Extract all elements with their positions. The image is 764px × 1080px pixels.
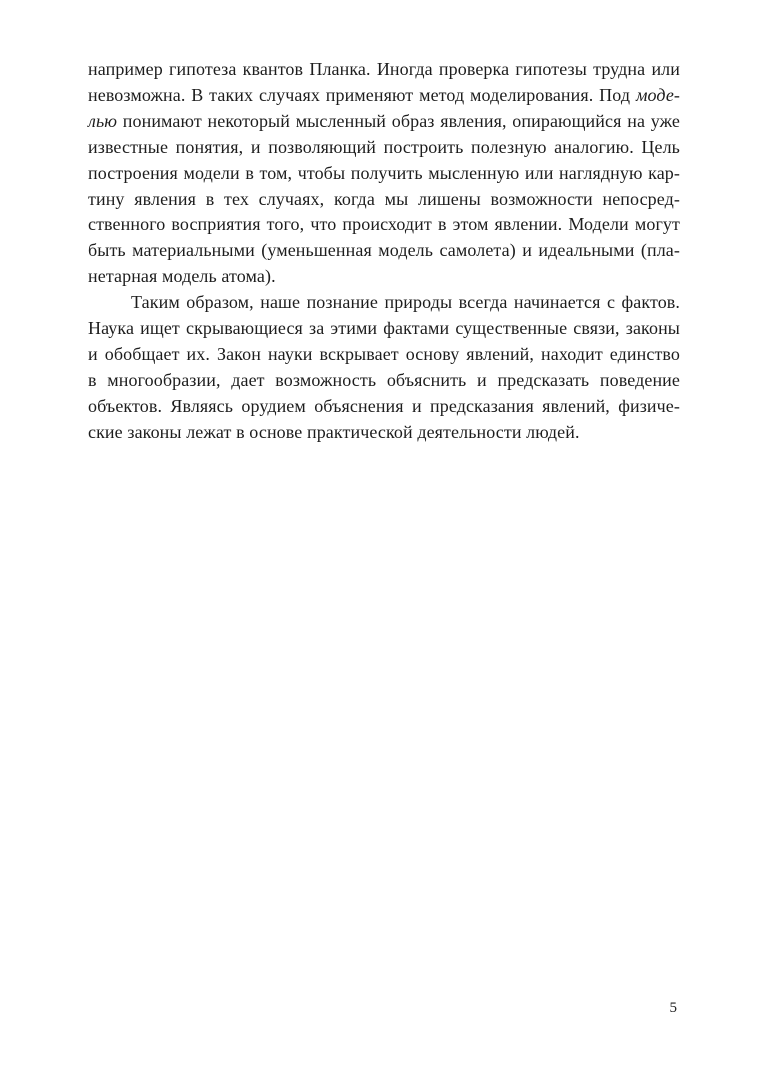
text-segment: объектов. Являясь орудием объяснения и предсказания явлений, физиче- — [88, 395, 680, 416]
text-line — [88, 83, 680, 109]
text-line — [88, 394, 680, 420]
text-line — [88, 342, 680, 368]
text-line — [88, 187, 680, 213]
text-segment: невозможна. В таких случаях применяют метод моделирования. Под — [88, 84, 636, 105]
text-line — [88, 161, 680, 187]
text-segment: построения модели в том, чтобы получить мысленную или наглядную кар- — [88, 162, 680, 183]
text-line — [88, 109, 680, 135]
text-segment: нетарная модель атома). — [88, 266, 276, 287]
paragraph-1 — [88, 57, 680, 290]
text-line — [88, 135, 680, 161]
italic-text: лью — [88, 110, 118, 131]
text-line — [88, 368, 680, 394]
text-segment: тину явления в тех случаях, когда мы лишены возможности непосред- — [88, 188, 680, 209]
text-line — [88, 264, 680, 290]
text-segment: например гипотеза квантов Планка. Иногда проверка гипотезы трудна или — [88, 59, 680, 79]
text-segment: Наука ищет скрывающиеся за этими фактами существенные связи, законы — [88, 318, 680, 339]
text-segment: ские законы лежат в основе практической деятельности людей. — [88, 421, 580, 442]
text-segment: и обобщает их. Закон науки вскрывает основу явлений, находит единство — [88, 343, 680, 364]
text-segment: ственного восприятия того, что происходит в этом явлении. Модели могут — [88, 214, 680, 235]
italic-text: моде- — [635, 84, 680, 105]
text-line — [88, 420, 680, 446]
text-line — [88, 212, 680, 238]
page-number: 5 — [669, 1000, 677, 1016]
text-line — [88, 57, 680, 83]
body-text — [88, 57, 680, 446]
text-segment: известные понятия, и позволяющий построить полезную аналогию. Цель — [88, 136, 680, 157]
text-line — [88, 316, 680, 342]
text-line — [88, 238, 680, 264]
text-segment: Таким образом, наше познание природы всегда начинается с фактов. — [131, 292, 680, 313]
text-segment: быть материальными (уменьшенная модель самолета) и идеальными (пла- — [88, 240, 680, 261]
text-line — [88, 290, 680, 316]
paragraph-2 — [88, 290, 680, 445]
text-segment: понимают некоторый мысленный образ явления, опирающийся на уже — [117, 110, 680, 131]
text-segment: в многообразии, дает возможность объяснить и предсказать поведение — [88, 369, 680, 390]
